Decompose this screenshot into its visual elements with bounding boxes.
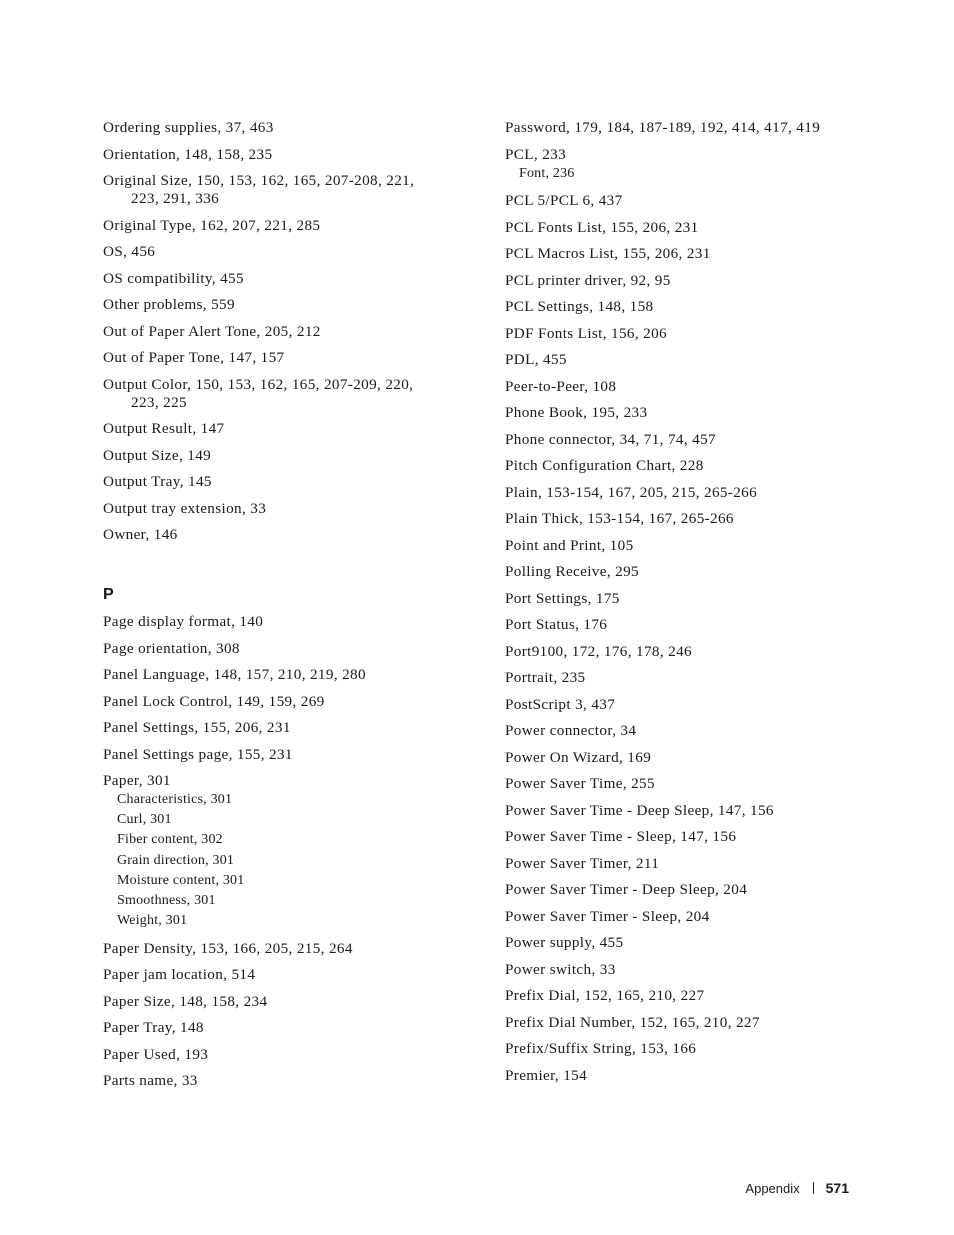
index-entry-text: PDF Fonts List, 156, 206 [505,324,667,342]
index-entry-main [103,940,463,958]
index-entry-text: PCL, 233 [505,145,567,163]
index-entry-text: Out of Paper Tone, 147, 157 [103,349,285,366]
index-entry-main [505,510,865,528]
index-subentries [505,164,865,184]
index-entry-main [103,666,463,684]
index-entry-main [505,961,865,979]
index-entry [103,473,463,491]
index-entry [103,323,463,341]
index-entry-main [505,1014,865,1032]
index-entry-text: Prefix/Suffix String, 153, 166 [505,1040,697,1058]
index-entry-text: Polling Receive, 295 [505,563,639,581]
index-entry-main [103,1072,463,1090]
index-entry-text: Portrait, 235 [505,669,586,687]
index-entry-text: PDL, 455 [505,351,567,369]
index-entry [103,243,463,261]
index-entry-main [103,119,463,137]
index-entry [505,934,865,952]
index-entry [505,1040,865,1058]
index-entry-text: Output Result, 147 [103,420,225,437]
index-entry-main [505,855,865,873]
index-entry-text: Other problems, 559 [103,296,235,313]
index-entry-text: Orientation, 148, 158, 235 [103,145,273,163]
index-entry-text: PostScript 3, 437 [505,695,616,713]
index-entry [505,616,865,634]
index-entry [103,526,463,544]
index-entry-main [505,616,865,634]
index-entry-main [505,987,865,1005]
index-entry [505,119,865,137]
index-entry [505,828,865,846]
index-entry-main [505,1040,865,1058]
index-entry [505,146,865,184]
index-entry [103,940,463,958]
index-entry-continuation: 223, 225 [131,393,187,411]
index-entry [505,431,865,449]
index-entry-main [505,219,865,237]
index-entry [505,961,865,979]
index-entry [103,270,463,288]
index-entry [505,404,865,422]
index-entry-text: Panel Settings, 155, 206, 231 [103,719,291,736]
index-entry [103,217,463,235]
index-entry-text: Page display format, 140 [103,613,264,630]
index-entry-main [103,613,463,631]
index-entry-text: Output Color, 150, 153, 162, 165, 207-209, 220, [103,375,414,393]
index-entry-text: PCL Settings, 148, 158 [505,298,654,316]
index-entry-main [103,1019,463,1037]
index-entry-main [505,272,865,290]
index-entry [505,855,865,873]
index-entry-text: PCL Fonts List, 155, 206, 231 [505,218,699,236]
index-entry [505,802,865,820]
index-entry [505,749,865,767]
index-entries-o [103,119,463,544]
index-entry-text: Panel Settings page, 155, 231 [103,745,293,763]
index-entry-continuation: 223, 291, 336 [131,190,220,207]
index-entry-main [103,500,463,518]
index-entry-text: Power supply, 455 [505,934,624,952]
index-entry-main [505,537,865,555]
index-entry-text: Original Type, 162, 207, 221, 285 [103,216,321,234]
index-entry [103,349,463,367]
index-entry-text: Power Saver Time, 255 [505,775,655,793]
index-entry-main [505,775,865,793]
index-entry [505,272,865,290]
index-entry-text: Panel Lock Control, 149, 159, 269 [103,692,325,710]
index-entry-main [505,298,865,316]
index-entry-main [505,431,865,449]
index-entry-main [103,746,463,764]
index-entry-main [103,1046,463,1064]
index-entry-main [103,323,463,341]
index-entry-text: Output Size, 149 [103,446,212,464]
index-entry-main [505,643,865,661]
index-entry-text: Plain, 153-154, 167, 205, 215, 265-266 [505,483,758,501]
index-entry-main [103,993,463,1011]
index-entry [505,1067,865,1085]
index-entry-text: Phone Book, 195, 233 [505,404,648,422]
index-entry-text: Panel Language, 148, 157, 210, 219, 280 [103,666,366,683]
index-entry-text: Point and Print, 105 [505,536,634,554]
index-column-left [103,119,463,1090]
index-entry-main [103,349,463,367]
index-entry-main [103,296,463,314]
index-entry-main [505,881,865,899]
index-entry [103,1072,463,1090]
index-entry-main [505,722,865,740]
index-entry [505,378,865,396]
index-entry-main [505,378,865,396]
index-entry-main [103,966,463,984]
index-entry-text: Paper Size, 148, 158, 234 [103,992,268,1010]
index-entry-main [103,473,463,491]
index-entry-main [505,404,865,422]
index-entry-main [103,640,463,658]
index-entry [505,1014,865,1032]
index-entry-text: Out of Paper Alert Tone, 205, 212 [103,322,321,340]
index-entry [103,146,463,164]
index-entry-text: Phone connector, 34, 71, 74, 457 [505,430,716,448]
page-number: 571 [825,1180,849,1196]
index-entry-text: Port9100, 172, 176, 178, 246 [505,642,692,660]
index-entry-text: Paper Used, 193 [103,1045,209,1063]
index-entry [505,987,865,1005]
footer-section-name: Appendix [745,1180,800,1196]
index-entry-text: PCL 5/PCL 6, 437 [505,192,623,210]
index-entry-main [505,590,865,608]
index-entry [505,484,865,502]
index-entry [505,219,865,237]
index-entry-text: Owner, 146 [103,526,178,543]
index-column-right [505,119,865,1085]
index-entry [505,669,865,687]
index-subentry: Smoothness, 301 [117,893,216,909]
index-entry-main [103,172,463,208]
index-entry-main [505,192,865,210]
index-entry-main [505,245,865,263]
index-entry-main [505,457,865,475]
index-entry-text: Power connector, 34 [505,722,637,740]
index-entry-main [103,719,463,737]
index-entry-text: Paper Tray, 148 [103,1019,204,1037]
section-letter-p: P [103,586,114,603]
index-entry [505,563,865,581]
index-entry-main [505,325,865,343]
index-entry-main [505,934,865,952]
index-entry-text: Original Size, 150, 153, 162, 165, 207-208, 221, [103,172,415,189]
index-entry-main [505,802,865,820]
index-entry-main [505,828,865,846]
index-entry-text: Plain Thick, 153-154, 167, 265-266 [505,510,734,528]
index-entry-text: Power Saver Timer - Sleep, 204 [505,907,710,925]
index-entry-text: Power Saver Time - Deep Sleep, 147, 156 [505,801,774,819]
index-entry-text: Prefix Dial, 152, 165, 210, 227 [505,987,705,1005]
index-entry-text: OS, 456 [103,243,156,260]
index-entry [103,693,463,711]
index-entry-text: Paper jam location, 514 [103,966,256,984]
index-subentries [103,790,463,931]
index-entry-main [505,696,865,714]
index-entry [505,351,865,369]
index-entry [103,719,463,737]
index-entry [505,590,865,608]
index-entries-p [103,613,463,1090]
index-entry [103,119,463,137]
index-entry-text: OS compatibility, 455 [103,269,244,287]
index-entry [103,172,463,208]
index-entry-main [505,146,865,164]
index-entry-main [505,563,865,581]
index-entry [505,325,865,343]
index-entry-main [505,1067,865,1085]
index-entry [505,881,865,899]
index-entry [103,640,463,658]
index-entry [103,376,463,412]
index-entry-text: Power Saver Timer - Deep Sleep, 204 [505,881,748,899]
index-entry-main [505,484,865,502]
index-entry-main [103,270,463,288]
index-entry [103,1019,463,1037]
index-entry-main [505,351,865,369]
index-entry-text: Power Saver Time - Sleep, 147, 156 [505,828,737,846]
index-entry [505,537,865,555]
index-subentry: Weight, 301 [117,913,188,929]
index-entry-main [103,420,463,438]
index-entry [505,510,865,528]
index-entry [103,772,463,931]
footer-divider [813,1182,814,1194]
index-entry-text: Output Tray, 145 [103,473,212,490]
index-entry-text: Port Settings, 175 [505,589,620,607]
index-entry-main [505,908,865,926]
index-entry-main [103,526,463,544]
index-subentry: Curl, 301 [117,812,172,828]
index-entry-main [103,772,463,790]
index-entry-main [505,119,865,137]
index-entry-text: Output tray extension, 33 [103,499,267,517]
index-entry-main [103,447,463,465]
index-entry-text: Paper Density, 153, 166, 205, 215, 264 [103,939,353,957]
index-entry-text: PCL Macros List, 155, 206, 231 [505,245,711,263]
index-subentry: Moisture content, 301 [117,872,245,888]
index-entry [103,447,463,465]
index-entry-text: Power switch, 33 [505,960,616,978]
index-entry-text: Prefix Dial Number, 152, 165, 210, 227 [505,1013,760,1031]
index-entry-main [505,749,865,767]
index-entry [505,245,865,263]
index-entry [103,993,463,1011]
index-entry [103,296,463,314]
index-entry-text: Pitch Configuration Chart, 228 [505,457,704,475]
index-entry [103,613,463,631]
index-entry [505,457,865,475]
index-entry-text: Power Saver Timer, 211 [505,854,660,872]
index-entry [505,722,865,740]
index-entry [505,775,865,793]
page-footer [745,1180,849,1196]
index-entry [103,746,463,764]
index-entry-main [103,376,463,412]
index-entry [103,666,463,684]
index-entry-text: Page orientation, 308 [103,639,240,657]
index-entry [103,500,463,518]
index-entries-p-continued [505,119,865,1085]
index-subentry: Fiber content, 302 [117,832,223,848]
index-entry-text: Ordering supplies, 37, 463 [103,119,274,136]
index-entry-text: Peer-to-Peer, 108 [505,377,617,395]
index-entry [505,192,865,210]
index-entry [103,966,463,984]
index-entry-text: Power On Wizard, 169 [505,748,652,766]
index-entry [505,908,865,926]
index-entry-text: Paper, 301 [103,772,171,789]
index-entry-main [103,217,463,235]
index-entry-main [103,146,463,164]
index-entry [103,1046,463,1064]
index-subentry: Characteristics, 301 [117,792,233,807]
index-entry-main [505,669,865,687]
index-entry [505,643,865,661]
index-entry-main [103,243,463,261]
index-subentry: Grain direction, 301 [117,852,235,868]
index-entry [505,298,865,316]
index-entry-text: Port Status, 176 [505,616,608,634]
index-entry-main [103,693,463,711]
index-entry [103,420,463,438]
index-entry [505,696,865,714]
index-entry-text: PCL printer driver, 92, 95 [505,271,671,289]
index-entry-text: Parts name, 33 [103,1072,198,1090]
index-entry-text: Premier, 154 [505,1066,588,1084]
index-entry-text: Password, 179, 184, 187-189, 192, 414, 417, 419 [505,119,821,136]
index-subentry: Font, 236 [519,165,575,181]
